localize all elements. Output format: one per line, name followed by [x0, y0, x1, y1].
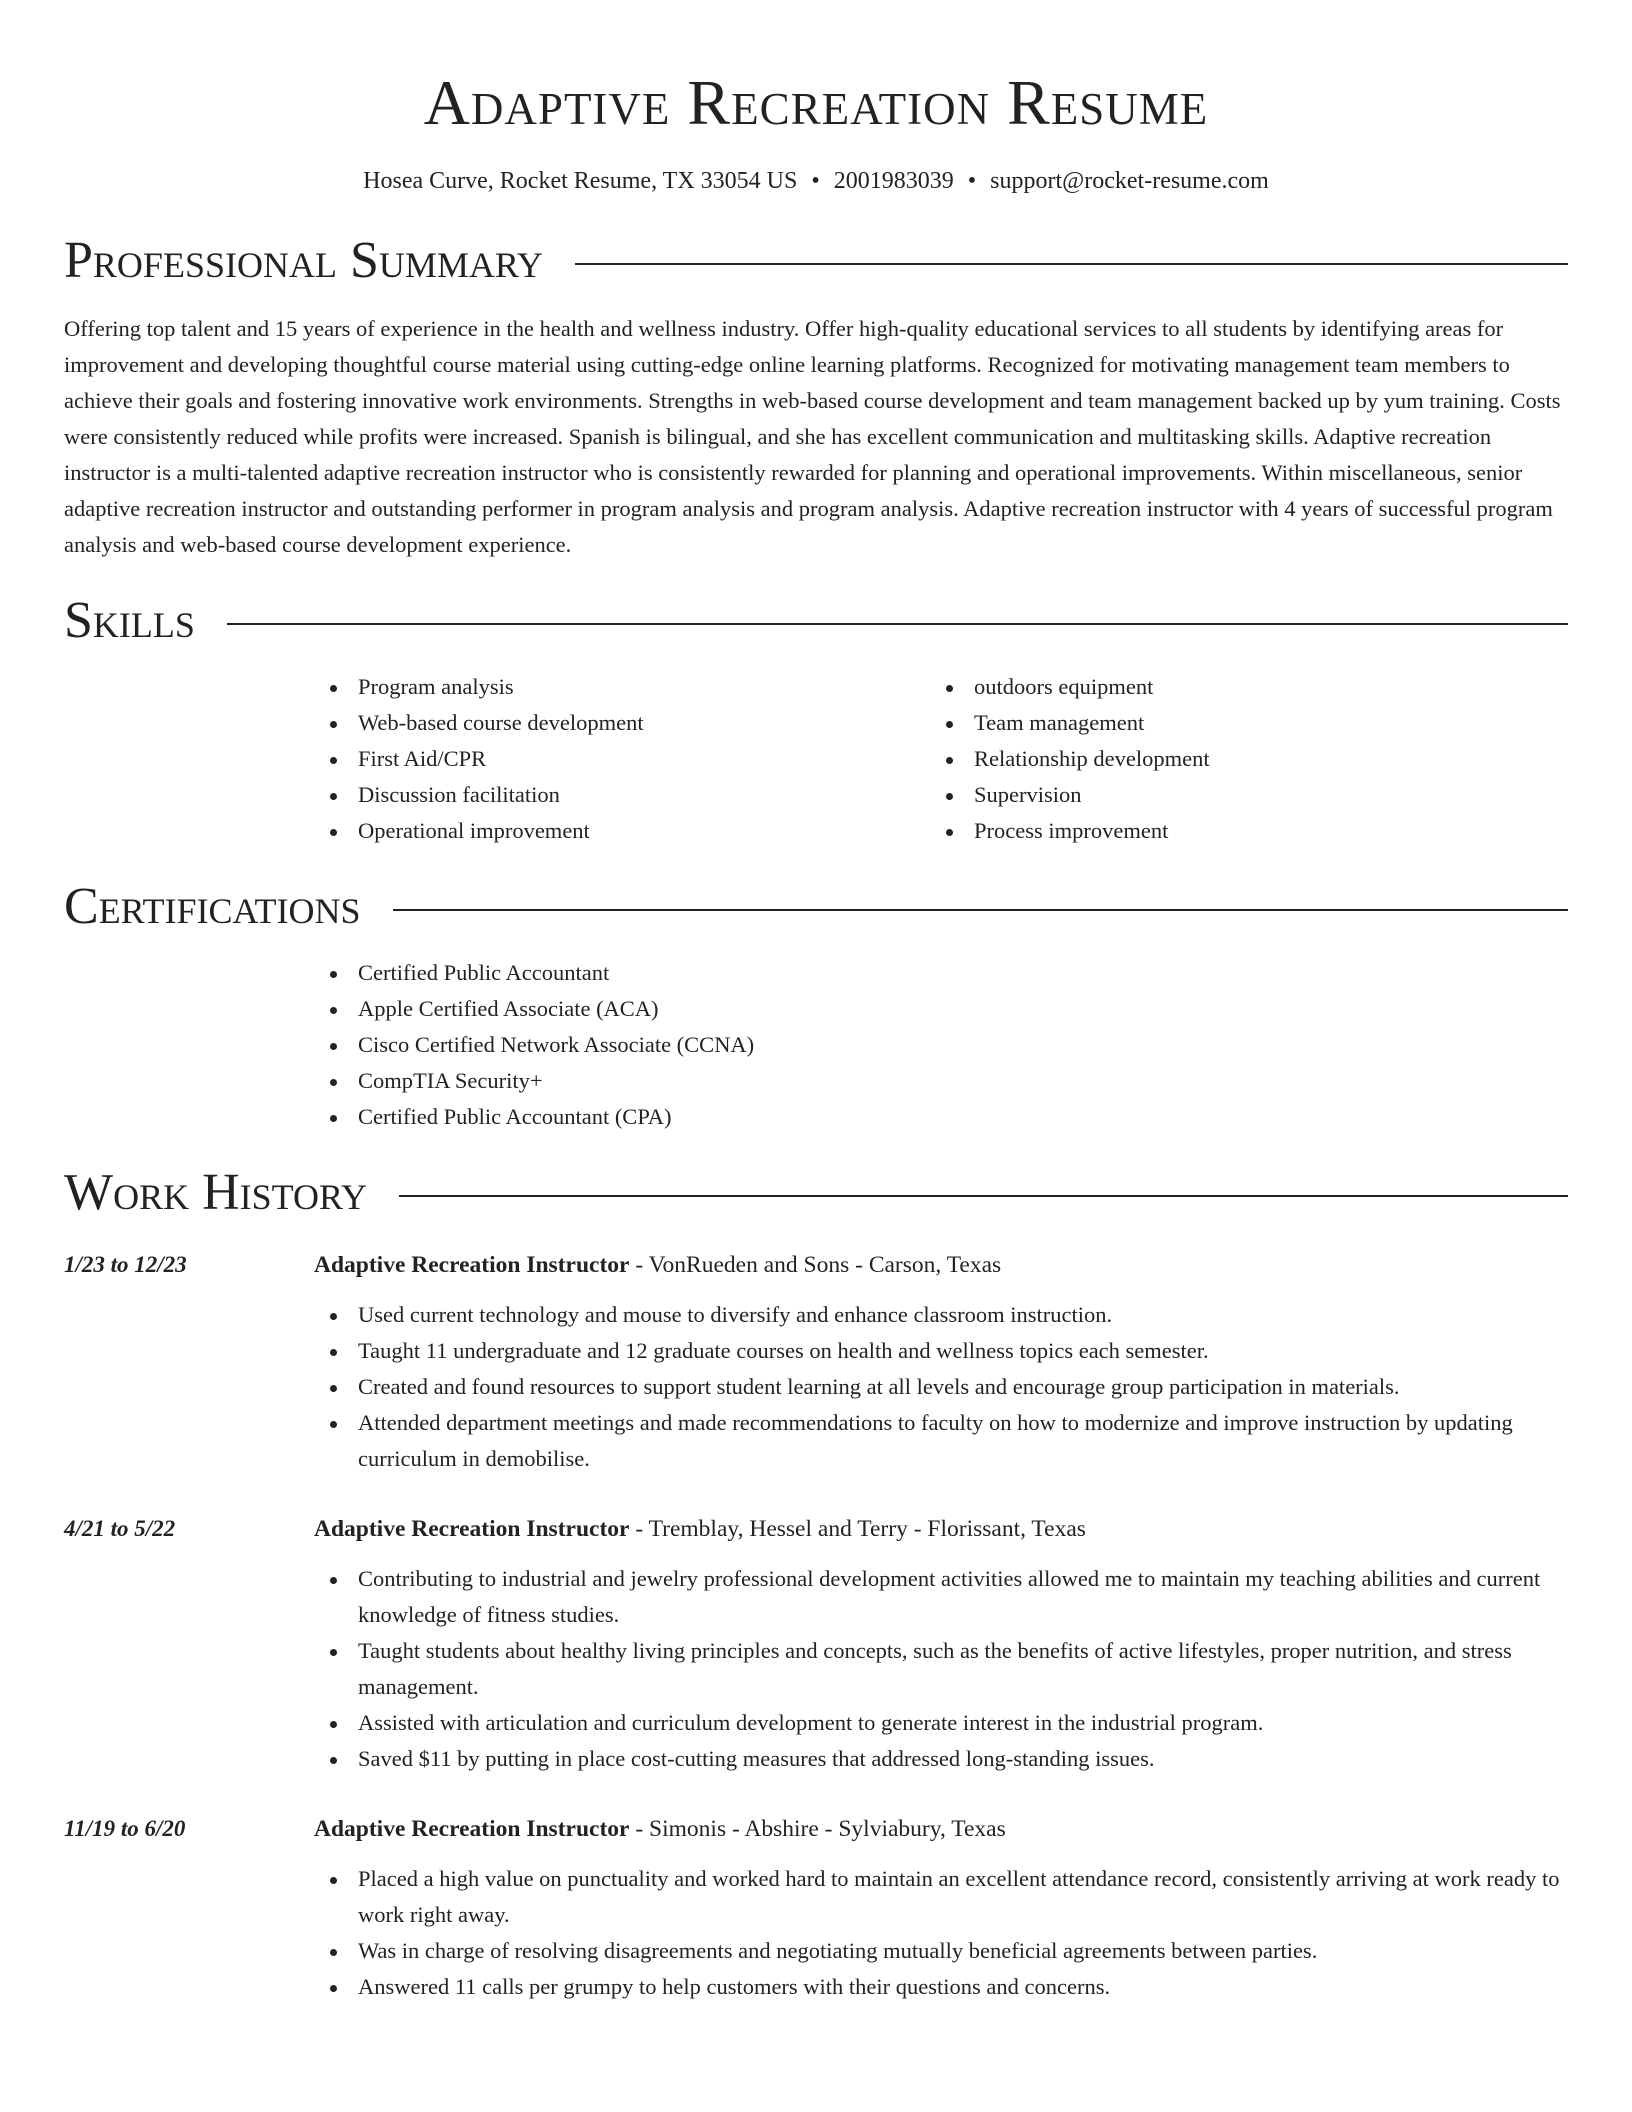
job-entry [64, 1811, 1568, 2005]
job-bullets [314, 1861, 1568, 2005]
job-bullet: Created and found resources to support student learning at all levels and encourage group participation in materials. [314, 1369, 1568, 1405]
certifications-heading: Certifications [64, 878, 361, 935]
job-dates: 11/19 to 6/20 [64, 1816, 186, 1841]
resume-page [64, 0, 1568, 2005]
certification-item: Certified Public Accountant (CPA) [314, 1099, 1568, 1135]
job-dates: 1/23 to 12/23 [64, 1252, 187, 1277]
job-bullet: Taught 11 undergraduate and 12 graduate courses on health and wellness topics each semester. [314, 1333, 1568, 1369]
skill-item: Relationship development [930, 741, 1546, 777]
skill-item: Web-based course development [314, 705, 930, 741]
section-divider [399, 1195, 1568, 1197]
skills-header [64, 589, 1568, 653]
section-divider [393, 909, 1568, 911]
job-bullet: Taught students about healthy living principles and concepts, such as the benefits of active lifestyles, proper nutrition, and stress management. [314, 1633, 1568, 1705]
skill-item: outdoors equipment [930, 669, 1546, 705]
certifications-header [64, 875, 1568, 939]
job-bullet: Used current technology and mouse to diversify and enhance classroom instruction. [314, 1297, 1568, 1333]
job-entry [64, 1511, 1568, 1777]
contact-email: support@rocket-resume.com [990, 168, 1269, 194]
job-dates: 4/21 to 5/22 [64, 1516, 176, 1541]
certifications-list [314, 955, 1568, 1135]
job-bullets [314, 1297, 1568, 1477]
contact-address: Hosea Curve, Rocket Resume, TX 33054 US [363, 168, 798, 194]
job-bullet: Attended department meetings and made recommendations to faculty on how to modernize and improve instruction by updating curriculum in demobilise. [314, 1405, 1568, 1477]
summary-text: Offering top talent and 15 years of experience in the health and wellness industry. Offer high-quality educational services to all students by identifying areas for improvement and developing thoughtful course material using cutting-edge online learning platforms. Recognized for motivating management team members to achieve their goals and fostering innovative work environments. Strengths in web-based course development and team management backed up by yum training. Costs were consistently reduced while profits were increased. Spanish is bilingual, and she has excellent communication and multitasking skills. Adaptive recreation instructor is a multi-talented adaptive recreation instructor who is consistently rewarded for planning and operational improvements. Within miscellaneous, senior adaptive recreation instructor and outstanding performer in program analysis and program analysis. Adaptive recreation instructor with 4 years of successful program analysis and web-based course development experience. [64, 316, 1561, 557]
job-role: Adaptive Recreation Instructor [314, 1252, 630, 1278]
certification-item: Cisco Certified Network Associate (CCNA) [314, 1027, 1568, 1063]
certification-item: Certified Public Accountant [314, 955, 1568, 991]
skill-item: Process improvement [930, 813, 1546, 849]
job-details: - Simonis - Abshire - Sylviabury, Texas [629, 1816, 1006, 1842]
certification-item: CompTIA Security+ [314, 1063, 1568, 1099]
job-bullets [314, 1561, 1568, 1777]
certifications-section [64, 875, 1568, 1135]
work-history-heading: Work History [64, 1164, 368, 1221]
skill-item: First Aid/CPR [314, 741, 930, 777]
resume-title: Adaptive Recreation Resume [423, 67, 1209, 138]
skills-section [64, 589, 1568, 849]
certification-item: Apple Certified Associate (ACA) [314, 991, 1568, 1027]
summary-header [64, 229, 1568, 293]
job-heading [314, 1511, 1568, 1547]
job-entry [64, 1247, 1568, 1477]
job-heading [314, 1811, 1568, 1847]
contact-separator: • [967, 168, 977, 194]
skill-item: Program analysis [314, 669, 930, 705]
skills-grid [314, 669, 1568, 849]
skill-item: Team management [930, 705, 1546, 741]
job-bullet: Placed a high value on punctuality and worked hard to maintain an excellent attendance record, consistently arriving at work ready to work right away. [314, 1861, 1568, 1933]
job-bullet: Contributing to industrial and jewelry professional development activities allowed me to maintain my teaching abilities and current knowledge of fitness studies. [314, 1561, 1568, 1633]
contact-phone: 2001983039 [833, 168, 954, 194]
job-role: Adaptive Recreation Instructor [314, 1516, 630, 1542]
work-history-header [64, 1161, 1568, 1225]
skill-item: Operational improvement [314, 813, 930, 849]
skills-list-right [930, 669, 1546, 849]
summary-heading: Professional Summary [64, 232, 543, 289]
contact-separator: • [811, 168, 820, 194]
job-bullet: Assisted with articulation and curriculum development to generate interest in the industrial program. [314, 1705, 1568, 1741]
summary-section [64, 229, 1568, 563]
job-details: - Tremblay, Hessel and Terry - Florissant, Texas [629, 1516, 1086, 1542]
job-bullet: Was in charge of resolving disagreements and negotiating mutually beneficial agreements between parties. [314, 1933, 1568, 1969]
skill-item: Supervision [930, 777, 1546, 813]
job-bullet: Answered 11 calls per grumpy to help customers with their questions and concerns. [314, 1969, 1568, 2005]
job-role: Adaptive Recreation Instructor [314, 1816, 630, 1842]
skills-heading: Skills [64, 592, 195, 649]
skills-list-left [314, 669, 930, 849]
job-bullet: Saved $11 by putting in place cost-cutting measures that addressed long-standing issues. [314, 1741, 1568, 1777]
work-history-section [64, 1161, 1568, 2005]
section-divider [227, 623, 1568, 625]
skill-item: Discussion facilitation [314, 777, 930, 813]
section-divider [575, 263, 1568, 265]
job-heading [314, 1247, 1568, 1283]
contact-line [64, 166, 1568, 196]
job-details: - VonRueden and Sons - Carson, Texas [629, 1252, 1002, 1278]
